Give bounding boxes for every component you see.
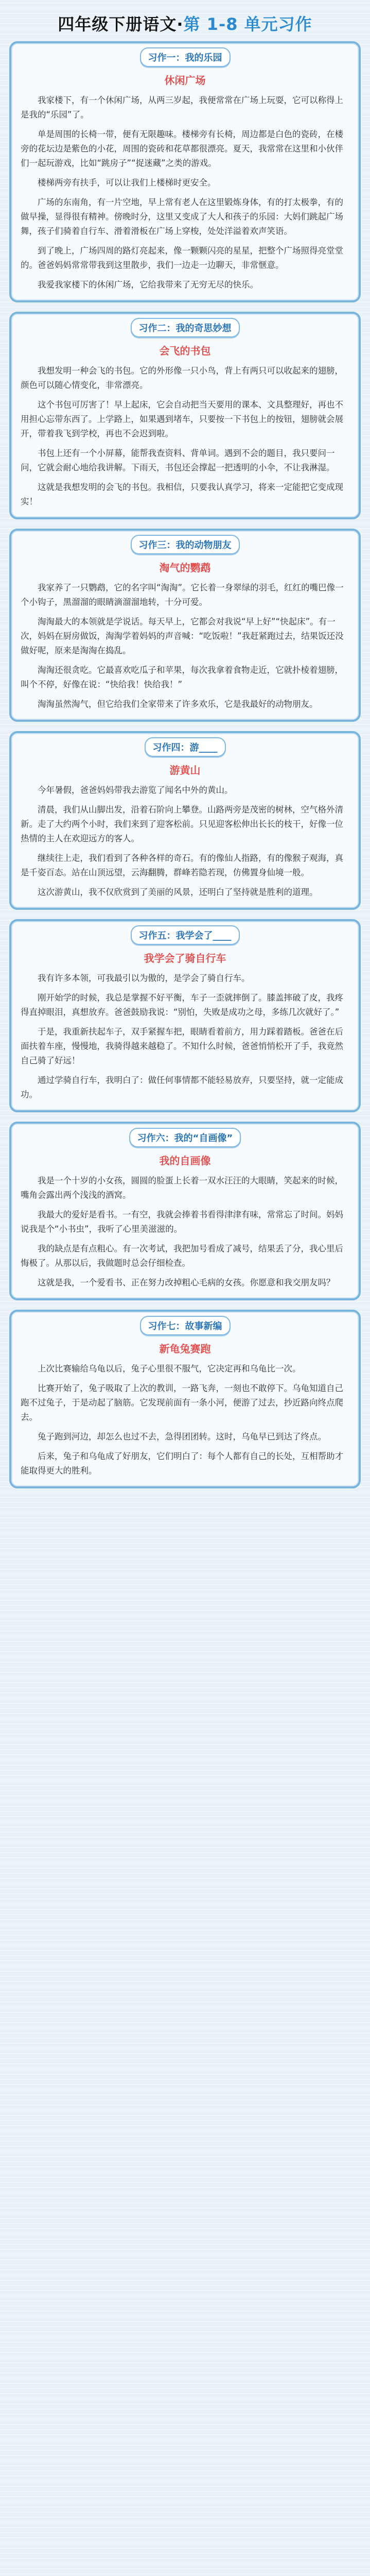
essay-subtitle: 淘气的鹦鹉 <box>159 562 211 574</box>
essay-tag: 习作六：我的“自画像” <box>129 1128 241 1147</box>
essay-paragraph: 淘淘最大的本领就是学说话。每天早上，它都会对我说“早上好”“快起床”。有一次，妈妈在厨房做饭，淘淘学着妈妈的声音喊：“吃饭啦！”我赶紧跑过去，结果饭还没做好呢，原来是淘淘在捣乱。 <box>21 617 344 655</box>
essay-subtitle: 我的自画像 <box>159 1155 211 1167</box>
essay-paragraph: 我家养了一只鹦鹉，它的名字叫“淘淘”。它长着一身翠绿的羽毛，红红的嘴巴像一个小钩子，黑溜溜的眼睛滴溜溜地转，十分可爱。 <box>21 583 344 607</box>
essay-paragraph: 继续往上走，我们看到了各种各样的奇石。有的像仙人指路，有的像猴子观海，真是千姿百态。站在山顶远望，云海翻腾，群峰若隐若现，仿佛置身仙境一般。 <box>21 853 343 877</box>
essay-card <box>9 312 361 519</box>
essay-tag: 习作五：我学会了____ <box>131 925 240 945</box>
essay-card <box>9 1122 361 1300</box>
essay-paragraph: 通过学骑自行车，我明白了：做任何事情都不能轻易放弃，只要坚持，就一定能成功。 <box>21 1075 343 1099</box>
essay-subtitle: 休闲广场 <box>164 74 206 87</box>
essay-subtitle: 会飞的书包 <box>159 345 211 357</box>
essay-subtitle: 游黄山 <box>169 764 201 776</box>
essay-card <box>9 41 361 302</box>
essay-paragraph: 这个书包可厉害了！早上起床，它会自动把当天要用的课本、文具整理好，再也不用担心忘带东西了。上学路上，如果遇到堵车，只要按一下书包上的按钮，翅膀就会展开，带着我飞到学校，再也不会迟到啦。 <box>21 400 343 438</box>
essay-paragraph: 上次比赛输给乌龟以后，兔子心里很不服气，它决定再和乌龟比一次。 <box>38 1364 301 1374</box>
essay-card <box>9 919 361 1112</box>
essay-paragraph: 我有许多本领，可我最引以为傲的，是学会了骑自行车。 <box>38 973 250 983</box>
essay-paragraph: 我是一个十岁的小女孩，圆圆的脸蛋上长着一双水汪汪的大眼睛，笑起来的时候，嘴角会露出两个浅浅的酒窝。 <box>21 1176 343 1200</box>
essay-paragraph: 比赛开始了，兔子吸取了上次的教训，一路飞奔，一刻也不敢停下。乌龟知道自己跑不过兔子，于是动起了脑筋。它发现前面有一条小河，便游了过去，抄近路向终点爬去。 <box>21 1383 343 1422</box>
essay-paragraph: 广场的东南角，有一片空地，早上常有老人在这里锻炼身体，有的打太极拳，有的做早操，显得很有精神。傍晚时分，这里又变成了大人和孩子的乐园：大妈们跳起广场舞，孩子们骑着自行车、滑着滑板在广场上穿梭，处处洋溢着欢声笑语。 <box>21 197 343 236</box>
essay-paragraph: 这就是我想发明的会飞的书包。我相信，只要我认真学习，将来一定能把它变成现实！ <box>21 482 343 506</box>
essay-paragraph: 书包上还有一个小屏幕，能帮我查资料、背单词。遇到不会的题目，我只要问一问，它就会耐心地给我讲解。下雨天，书包还会撑起一把透明的小伞，不让我淋湿。 <box>21 448 335 472</box>
page-title-accent: 第 1-8 单元习作 <box>183 14 312 34</box>
essay-paragraph: 今年暑假，爸爸妈妈带我去游览了闻名中外的黄山。 <box>38 785 233 795</box>
page-header <box>9 5 361 41</box>
essay-list <box>9 41 361 1488</box>
essay-paragraph: 我家楼下，有一个休闲广场，从两三岁起，我便常常在广场上玩耍，它可以称得上是我的“乐园”了。 <box>21 95 343 120</box>
essay-paragraph: 我爱我家楼下的休闲广场，它给我带来了无穷无尽的快乐。 <box>38 280 258 290</box>
essay-paragraph: 刚开始学的时候，我总是掌握不好平衡，车子一歪就摔倒了。膝盖摔破了皮，我疼得直掉眼泪，真想放弃。爸爸鼓励我说：“别怕，失败是成功之母，多练几次就好了。” <box>21 993 343 1017</box>
essay-subtitle: 新龟兔赛跑 <box>159 1343 211 1355</box>
essay-paragraph: 单是周围的长椅一带，便有无限趣味。楼梯旁有长椅，周边都是白色的瓷砖，在楼旁的花坛边是紫色的小花，周围的瓷砖和花草都很漂亮。夏天，我常常在这里和小伙伴们一起玩游戏，比如“跳房子”“捉迷藏”之类的游戏。 <box>21 129 343 168</box>
essay-paragraph: 清晨，我们从山脚出发，沿着石阶向上攀登。山路两旁是茂密的树林，空气格外清新。走了大约两个小时，我们来到了迎客松前。只见迎客松伸出长长的枝干，好像一位热情的主人在欢迎远方的客人。 <box>21 805 343 843</box>
essay-paragraph: 淘淘还很贪吃。它最喜欢吃瓜子和苹果，每次我拿着食物走近，它就扑棱着翅膀，叫个不停，好像在说：“快给我！快给我！” <box>21 665 343 689</box>
essay-tag: 习作七：故事新编 <box>140 1316 231 1335</box>
essay-card <box>9 731 361 910</box>
essay-paragraph: 于是，我重新扶起车子，双手紧握车把，眼睛看着前方，用力踩着踏板。爸爸在后面扶着车座，慢慢地，我骑得越来越稳了。不知什么时候，爸爸悄悄松开了手，我竟然自己骑了好远！ <box>21 1027 343 1065</box>
essay-tag: 习作三：我的动物朋友 <box>131 535 240 554</box>
essay-card <box>9 1310 361 1488</box>
essay-paragraph: 我最大的爱好是看书。一有空，我就会捧着书看得津津有味，常常忘了时间。妈妈说我是个“小书虫”，我听了心里美滋滋的。 <box>21 1210 343 1234</box>
essay-paragraph: 兔子跑到河边，却怎么也过不去，急得团团转。这时，乌龟早已到达了终点。 <box>38 1432 326 1442</box>
essay-paragraph: 我想发明一种会飞的书包。它的外形像一只小鸟，背上有两只可以收起来的翅膀，颜色可以随心情变化，非常漂亮。 <box>21 366 343 390</box>
essay-tag: 习作一：我的乐园 <box>140 47 231 67</box>
essay-paragraph: 到了晚上，广场四周的路灯亮起来，像一颗颗闪亮的星星，把整个广场照得亮堂堂的。爸爸妈妈常常带我到这里散步，我们一边走一边聊天，非常惬意。 <box>21 246 343 270</box>
essay-paragraph: 我的缺点是有点粗心。有一次考试，我把加号看成了减号，结果丢了分，我心里后悔极了。从那以后，我做题时总会仔细检查。 <box>21 1244 343 1268</box>
page-title <box>58 11 312 35</box>
essay-paragraph: 楼梯两旁有扶手，可以让我们上楼梯时更安全。 <box>38 178 216 188</box>
essay-paragraph: 淘淘虽然淘气，但它给我们全家带来了许多欢乐，它是我最好的动物朋友。 <box>38 699 318 709</box>
essay-paragraph: 这次游黄山，我不仅欣赏到了美丽的风景，还明白了坚持就是胜利的道理。 <box>38 887 318 897</box>
essay-paragraph: 这就是我，一个爱看书、正在努力改掉粗心毛病的女孩。你愿意和我交朋友吗？ <box>38 1278 335 1287</box>
essay-card <box>9 529 361 722</box>
essay-tag: 习作四：游____ <box>145 737 226 757</box>
essay-tag: 习作二：我的奇思妙想 <box>131 318 240 337</box>
page-title-main: 四年级下册语文· <box>58 14 184 34</box>
essay-paragraph: 后来，兔子和乌龟成了好朋友，它们明白了：每个人都有自己的长处，互相帮助才能取得更大的胜利。 <box>21 1451 343 1476</box>
essay-subtitle: 我学会了骑自行车 <box>144 952 226 964</box>
